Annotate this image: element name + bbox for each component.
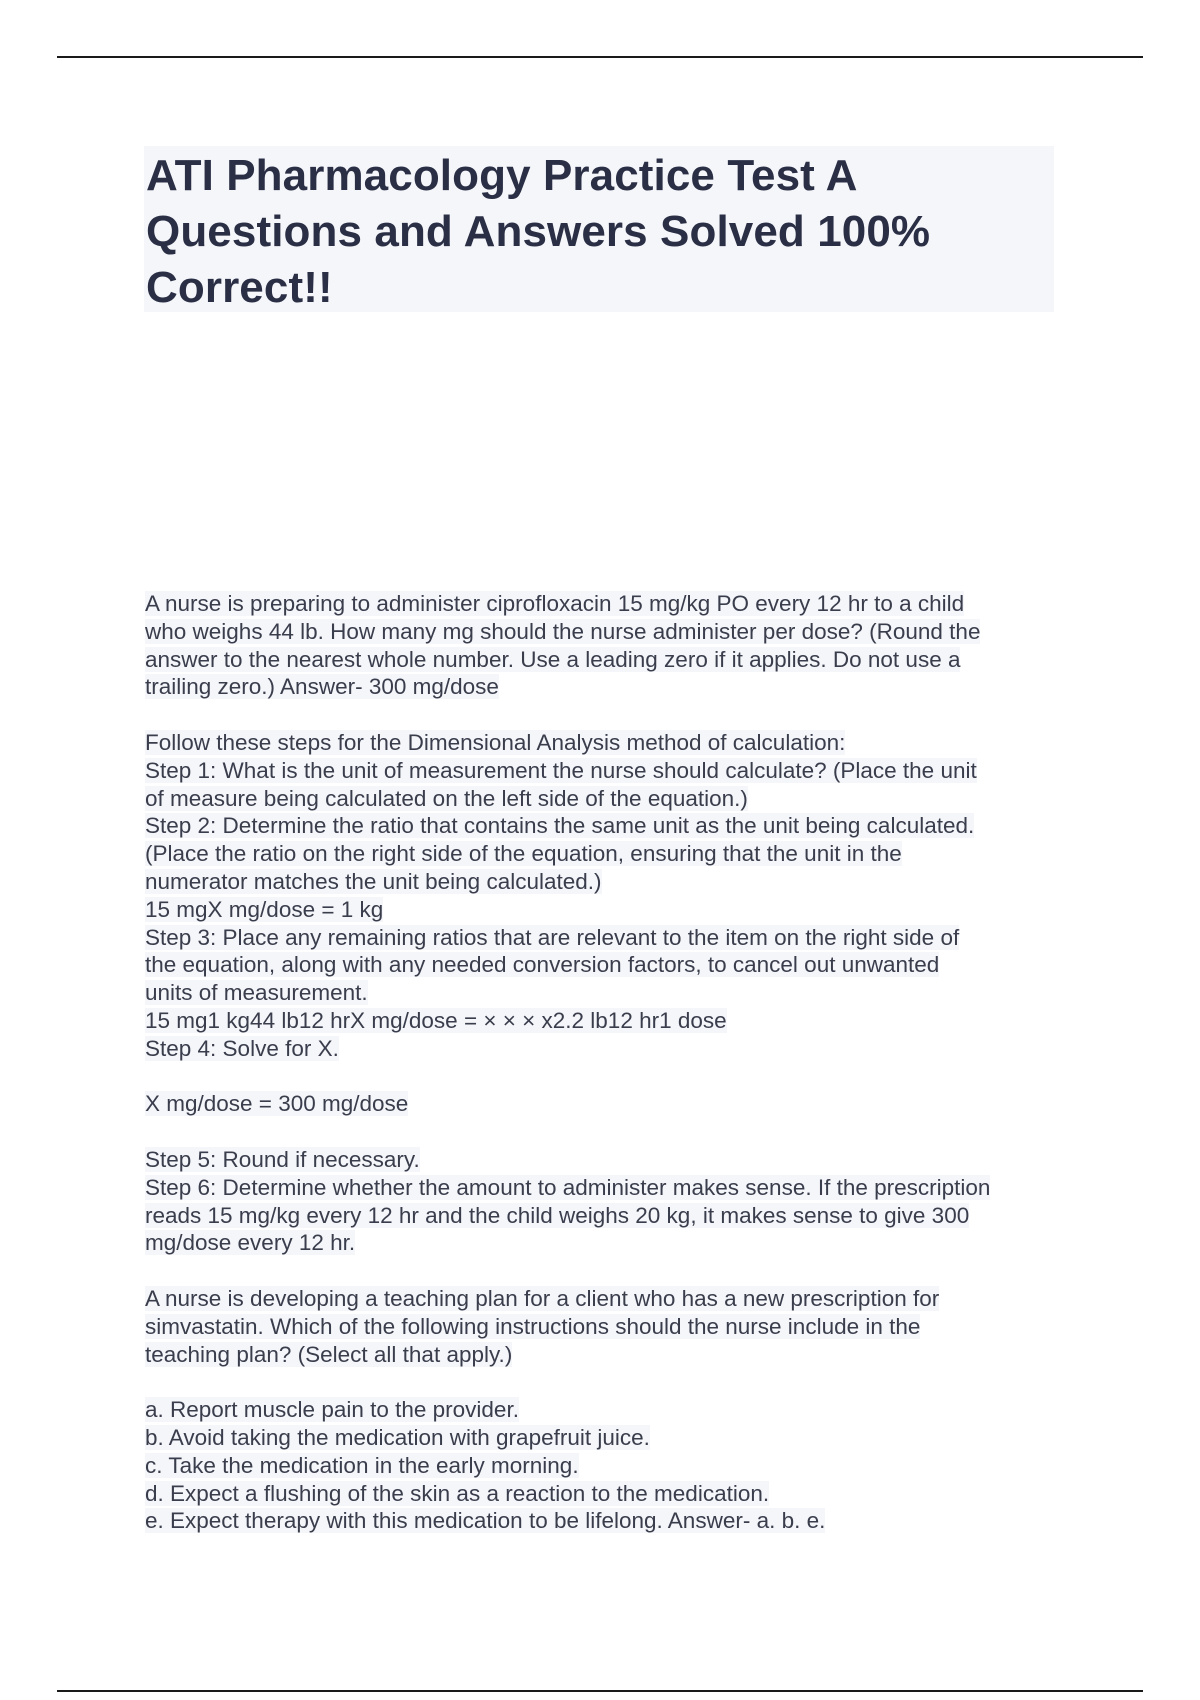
title-line: ATI Pharmacology Practice Test A [146,151,858,200]
spacer [145,1257,1065,1285]
paragraph-line: teaching plan? (Select all that apply.) [145,1341,513,1367]
step-line: Step 6: Determine whether the amount to administer makes sense. If the prescription [145,1174,991,1200]
paragraph-line: simvastatin. Which of the following instructions should the nurse include in the [145,1313,921,1339]
step-line: numerator matches the unit being calculated.) [145,868,602,894]
paragraph-line: trailing zero.) Answer- 300 mg/dose [145,674,499,700]
step-line: (Place the ratio on the right side of the equation, ensuring that the unit in the [145,841,902,867]
step-line: the equation, along with any needed conversion factors, to cancel out unwanted [145,952,940,978]
spacer [145,1118,1065,1146]
spacer [145,1063,1065,1091]
calculation-steps [145,729,1065,1257]
paragraph-line: who weighs 44 lb. How many mg should the nurse administer per dose? (Round the [145,618,981,644]
step-line: Step 4: Solve for X. [145,1035,339,1061]
answer-option: c. Take the medication in the early morning. [145,1452,579,1478]
step-line: Step 3: Place any remaining ratios that are relevant to the item on the right side of [145,924,960,950]
equation-line: 15 mg1 kg44 lb12 hrX mg/dose = × × × x2.2 lb12 hr1 dose [145,1007,727,1033]
paragraph-line: A nurse is developing a teaching plan for a client who has a new prescription for [145,1285,940,1311]
bottom-rule [57,1690,1143,1692]
answer-option: e. Expect therapy with this medication to be lifelong. Answer- a. b. e. [145,1508,826,1534]
step-line: units of measurement. [145,980,368,1006]
question-1 [145,590,1065,701]
step-line: mg/dose every 12 hr. [145,1230,356,1256]
step-line: Follow these steps for the Dimensional Analysis method of calculation: [145,729,846,755]
result-line: X mg/dose = 300 mg/dose [145,1091,409,1117]
answer-option: a. Report muscle pain to the provider. [145,1397,519,1423]
answer-option: b. Avoid taking the medication with grapefruit juice. [145,1424,650,1450]
answer-option: d. Expect a flushing of the skin as a reaction to the medication. [145,1480,770,1506]
title-line: Correct!! [146,263,333,312]
document-body [145,590,1065,1535]
step-line: Step 1: What is the unit of measurement the nurse should calculate? (Place the unit [145,757,977,783]
step-line: Step 2: Determine the ratio that contains the same unit as the unit being calculated. [145,813,975,839]
step-line: of measure being calculated on the left side of the equation.) [145,785,748,811]
paragraph-line: answer to the nearest whole number. Use a leading zero if it applies. Do not use a [145,646,961,672]
document-title [146,148,1052,316]
paragraph-line: A nurse is preparing to administer ciprofloxacin 15 mg/kg PO every 12 hr to a child [145,591,965,616]
top-rule [57,56,1143,58]
spacer [145,1368,1065,1396]
title-line: Questions and Answers Solved 100% [146,207,931,256]
step-line: reads 15 mg/kg every 12 hr and the child weighs 20 kg, it makes sense to give 300 [145,1202,970,1228]
question-2 [145,1285,1065,1535]
title-block [144,146,1054,312]
step-line: Step 5: Round if necessary. [145,1146,420,1172]
spacer [145,701,1065,729]
equation-line: 15 mgX mg/dose = 1 kg [145,896,384,922]
